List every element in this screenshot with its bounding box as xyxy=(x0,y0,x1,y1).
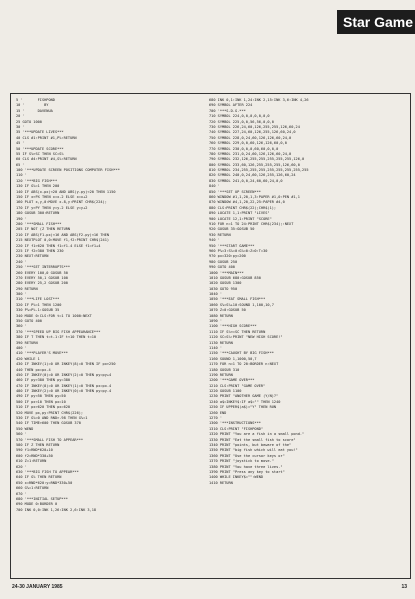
issue-date: 24-30 JANUARY 1985 xyxy=(12,584,63,590)
code-line: 1390 PRINT "Press any key to start" xyxy=(209,469,285,474)
code-line: 1210 CLS:PRINT "GAME OVER" xyxy=(209,383,266,388)
code-line: 55 IF S%>SC THEN SC=S% xyxy=(16,151,64,156)
code-line: 215 NEXTPLOT 0,0:MOVE f1,f2:PRINT CHR$(241) xyxy=(16,238,110,243)
code-line: 550 WEND xyxy=(16,426,34,431)
code-line: 1230 PRINT "ANOTHER GAME (Y/N)?" xyxy=(209,394,279,399)
code-line: 960 P%=3:S%=0:G%=0:Z=0:T=30 xyxy=(209,248,268,253)
code-line: 860 WINDOW #1,1,20,1,3:PAPER #1,0:PEN #1,1 xyxy=(209,195,300,200)
code-line: 830 SYMBOL 241,0,0,24,60,60,24,0,0 xyxy=(209,178,283,183)
code-line: 1040 ' xyxy=(209,292,222,297)
code-line: 50 '***UPDATE SCORE*** xyxy=(16,146,64,151)
code-line: 40 CLS #1:PRINT #1,P%:RETURN xyxy=(16,135,77,140)
code-line: 440 THEN px=px-4 xyxy=(16,367,51,372)
code-line: 640 IF G% THEN RETURN xyxy=(16,475,62,480)
code-line: 1070 Z=0:GOSUB 50 xyxy=(209,308,246,313)
code-line: 120 '***BIG FISH*** xyxy=(16,178,58,183)
code-line: 310 '***LIFE LOST*** xyxy=(16,297,60,302)
code-line: 400 ' xyxy=(16,345,27,350)
code-line: 710 SYMBOL 224,0,0,0,0,0,0,0 xyxy=(209,114,270,119)
code-line: 500 IF px<10 THEN px=10 xyxy=(16,399,66,404)
code-line: 200 '***SMALL FISH*** xyxy=(16,221,62,226)
code-line: 980 GOSUB 250 xyxy=(209,259,238,264)
section-title: Star Game xyxy=(343,14,414,30)
code-line: 1410 RETURN xyxy=(209,480,233,485)
code-line: 290 RETURN xyxy=(16,286,38,291)
code-line: 790 SYMBOL 232,126,255,255,255,255,255,126,0 xyxy=(209,157,305,162)
code-line: 620 ' xyxy=(16,464,27,469)
code-line: 510 IF px>620 THEN px=620 xyxy=(16,405,71,410)
code-line: 940 ' xyxy=(209,238,220,243)
code-line: 150 IF x>PX THEN x=x-2 ELSE x=x+2 xyxy=(16,195,88,200)
code-line: 800 SYMBOL 233,60,126,255,255,255,126,60,0 xyxy=(209,162,300,167)
code-line: 540 IF TIME>600 THEN GOSUB 370 xyxy=(16,421,81,426)
code-line: 1330 PRINT "Eat the small fish to score" xyxy=(209,437,296,442)
code-line: 45 ' xyxy=(16,141,25,146)
code-line: 650 x=RND*620:y=RND*330+50 xyxy=(16,480,73,485)
code-line: 930 RETURN xyxy=(209,232,231,237)
code-line: 590 f1=RND*620+10 xyxy=(16,448,53,453)
code-line: 1130 RETURN xyxy=(209,340,233,345)
listing-column-left xyxy=(16,98,206,576)
code-line: 190 ' xyxy=(16,216,27,221)
code-line: 100 '***UPDATE SCREEN POSITIONS COMPUTER FISH*** xyxy=(16,168,120,173)
code-line: 740 SYMBOL 227,24,60,126,255,126,60,24,0 xyxy=(209,130,296,135)
code-line: 360 ' xyxy=(16,324,27,329)
code-line: 1250 IF UPPER$(a$)="Y" THEN RUN xyxy=(209,405,277,410)
code-line: 910 FOR n=1 TO 24:PRINT CHR$(234);:NEXT xyxy=(209,221,294,226)
code-line: 390 RETURN xyxy=(16,340,38,345)
code-line: 10 ' BY xyxy=(16,103,49,108)
code-line: 280 EVERY 25,2 GOSUB 200 xyxy=(16,281,68,286)
code-line: 1030 GOTO 950 xyxy=(209,286,238,291)
code-line: 1000 '***MAIN*** xyxy=(209,270,244,275)
code-line: 890 LOCATE 1,1:PRINT "LIVES" xyxy=(209,211,270,216)
code-line: 1340 PRINT "points, but beware of the" xyxy=(209,443,292,447)
code-line: 760 SYMBOL 229,0,0,60,126,126,60,0,0 xyxy=(209,141,287,146)
code-line: 205 IF NOT (Z THEN RETURN xyxy=(16,227,71,232)
code-line: 900 LOCATE 12,1:PRINT "SCORE" xyxy=(209,216,272,221)
code-line: 1240 a$=INKEY$:IF a$="" THEN 1240 xyxy=(209,399,281,404)
code-line: 730 SYMBOL 226,24,60,126,255,255,126,60,24 xyxy=(209,124,300,129)
code-line: 950 '***START GAME*** xyxy=(209,243,255,248)
code-line: 780 SYMBOL 231,0,24,60,126,126,60,24,0 xyxy=(209,151,292,156)
code-line: 1400 WHILE INKEY$="":WEND xyxy=(209,475,264,480)
code-line: 1150 '***CAUGHT BY BIG FISH*** xyxy=(209,351,274,356)
code-line: 1260 END xyxy=(209,410,227,415)
code-line: 770 SYMBOL 230,0,0,0,60,60,0,0,0 xyxy=(209,146,279,151)
section-header xyxy=(337,10,415,34)
code-line: 850 '***SET UP SCREEN*** xyxy=(209,189,261,194)
code-line: 15 ' DAVENUA xyxy=(16,108,53,113)
code-line: 720 SYMBOL 225,0,0,56,56,0,0,0 xyxy=(209,119,274,124)
code-line: 340 MODE 0:CLS:FOR t=1 TO 1000:NEXT xyxy=(16,313,92,318)
code-line: 30 ' xyxy=(16,124,25,129)
code-line: 1180 GOSUB 310 xyxy=(209,367,240,372)
code-line: 130 IF G%=1 THEN 200 xyxy=(16,184,60,189)
code-line: 210 IF ABS(F1-px)<16 AND ABS(F2-py)<16 THEN xyxy=(16,232,110,237)
code-line: 520 MOVE px,py:PRINT CHR$(226); xyxy=(16,410,84,415)
code-line: 690 MODE 0:BORDER 0 xyxy=(16,502,58,507)
code-line: 480 IF INKEY(2)=0 OR INKEY(0)=0 THEN py=py-4 xyxy=(16,389,112,394)
code-line: 820 SYMBOL 240,0,24,60,126,255,126,60,24 xyxy=(209,173,296,178)
code-line: 160 PLOT x,y,0:MOVE x-8,y:PRINT CHR$(224); xyxy=(16,200,107,205)
code-line: 1010 GOSUB 680:GOSUB 850 xyxy=(209,275,261,280)
code-line: 1080 RETURN xyxy=(209,313,233,318)
code-line: 1110 IF S%<=SC THEN RETURN xyxy=(209,329,266,334)
code-line: 250 '***SET INTERRUPTS*** xyxy=(16,265,71,270)
code-line: 1200 '***GAME OVER*** xyxy=(209,378,255,383)
code-line: 65 ' xyxy=(16,162,25,167)
code-line: 810 SYMBOL 234,255,255,255,255,255,255,255,255 xyxy=(209,168,309,173)
code-line: 1170 FOR n=1 TO 20:BORDER n:NEXT xyxy=(209,362,279,367)
code-line: 180 GOSUB 300:RETURN xyxy=(16,211,60,216)
code-line: 580 IF Z THEN RETURN xyxy=(16,443,60,447)
code-line: 970 px=320:py=200 xyxy=(209,254,246,259)
code-line: 1360 PRINT "Use the cursor keys or" xyxy=(209,453,285,458)
code-line: 1120 SC=S%:PRINT "NEW HIGH SCORE!" xyxy=(209,335,283,340)
code-line: 1270 ' xyxy=(209,416,222,421)
code-line: 1050 '***EAT SMALL FISH*** xyxy=(209,297,266,302)
code-line: 110 ' xyxy=(16,173,27,178)
code-line: 225 IF f2>380 THEN 230 xyxy=(16,248,64,253)
code-line: 270 EVERY 50,1 GOSUB 100 xyxy=(16,275,68,280)
code-line: 410 '***PLAYER'S MOVE*** xyxy=(16,351,68,356)
code-line: 840 ' xyxy=(209,184,220,189)
code-line: 990 GOTO 400 xyxy=(209,265,235,270)
code-line: 320 IF P%=1 THEN 1200 xyxy=(16,302,62,307)
code-line: 670 ' xyxy=(16,491,27,496)
code-line: 1140 ' xyxy=(209,345,222,350)
code-line: 920 GOSUB 35:GOSUB 50 xyxy=(209,227,255,232)
code-line: 1350 PRINT "big fish which will eat you!" xyxy=(209,448,298,453)
code-line: 570 '***SMALL FISH TO APPEAR*** xyxy=(16,437,84,442)
code-line: 430 IF INKEY(1)=0 OR INKEY(8)=0 THEN IF px>250 xyxy=(16,362,116,367)
code-line: 1100 '***HIGH SCORE*** xyxy=(209,324,257,329)
code-line: 1020 GOSUB 1300 xyxy=(209,281,242,286)
code-line: 490 IF py<50 THEN py=50 xyxy=(16,394,66,399)
code-line: 1310 CLS:PRINT "FISHPOND" xyxy=(209,426,264,431)
code-line: 1090 ' xyxy=(209,319,222,324)
code-line: 530 IF G%=0 AND RND>.98 THEN G%=1 xyxy=(16,416,88,421)
code-line: 630 '***BIG FISH TO APPEAR*** xyxy=(16,469,79,474)
code-line: 5 ' FISHPOND xyxy=(16,98,55,102)
code-line: 680 INK 0,1:INK 1,24:INK 2,15:INK 3,6:INK 4,26 xyxy=(209,98,309,102)
code-line: 260 EVERY 100,0 GOSUB 50 xyxy=(16,270,68,275)
code-line: 230 NEXT:RETURN xyxy=(16,254,49,259)
code-line: 330 P%=P%-1:GOSUB 35 xyxy=(16,308,60,313)
code-line: 660 G%=1:RETURN xyxy=(16,486,49,491)
code-line: 560 ' xyxy=(16,432,27,437)
code-line: 380 IF T THEN t=t-1:IF t<10 THEN t=10 xyxy=(16,335,97,340)
code-line: 1300 '***INSTRUCTIONS*** xyxy=(209,421,261,426)
code-line: 300 ' xyxy=(16,292,27,297)
code-line: 370 '***SPEED UP BIG FISH APPEARANCE*** xyxy=(16,329,101,334)
code-line: 470 IF INKEY(8)=0 OR INKEY(1)=0 THEN px=px-4 xyxy=(16,383,112,388)
code-line: 220 IF f1>620 THEN f1=f1-4 ELSE f1=f1+4 xyxy=(16,243,101,248)
code-line: 1380 PRINT "You have three lives." xyxy=(209,464,283,469)
listing-column-right xyxy=(209,98,407,576)
code-line: 170 IF y>PY THEN y=y-2 ELSE y=y+2 xyxy=(16,205,88,210)
code-line: 750 SYMBOL 228,0,24,60,126,126,60,24,0 xyxy=(209,135,292,140)
code-line: 140 IF ABS(x-px)<20 AND ABS(y-py)<20 THEN 1150 xyxy=(16,189,116,194)
code-line: 700 '***S.D.G.*** xyxy=(209,108,246,113)
code-line: 1220 GOSUB 1100 xyxy=(209,389,242,394)
code-line: 870 WINDOW #4,1,20,22,25:PAPER #4,0 xyxy=(209,200,285,205)
code-line: 1060 S%=S%+10:SOUND 1,100,10,7 xyxy=(209,302,274,307)
page-number: 13 xyxy=(401,584,407,590)
code-line: 35 '***UPDATE LIVES*** xyxy=(16,130,64,135)
code-line: 880 CLS:PRINT CHR$(22);CHR$(1); xyxy=(209,205,277,210)
code-line: 1320 PRINT "You are a fish in a small pond." xyxy=(209,432,305,437)
code-line: 60 CLS #4:PRINT #4,S%:RETURN xyxy=(16,157,77,162)
code-line: 1190 RETURN xyxy=(209,372,233,377)
code-line: 460 IF py>380 THEN py=380 xyxy=(16,378,71,383)
code-line: 700 INK 0,0:INK 1,26:INK 2,6:INK 3,18 xyxy=(16,507,97,512)
code-line: 1370 PRINT "joystick to move." xyxy=(209,459,274,464)
code-line: 610 Z=1:RETURN xyxy=(16,459,47,464)
code-line: 450 IF INKEY(0)=0 OR INKEY(2)=0 THEN py=py+4 xyxy=(16,372,112,377)
code-line: 20 ' xyxy=(16,114,25,119)
code-line: 420 WHILE 1 xyxy=(16,356,40,361)
code-line: 600 f2=RND*330+50 xyxy=(16,453,53,458)
code-line: 25 GOTO 1000 xyxy=(16,119,42,124)
code-line: 1160 SOUND 1,1000,50,7 xyxy=(209,356,257,361)
code-line: 240 ' xyxy=(16,259,27,264)
code-line: 680 '***INITIAL SETUP*** xyxy=(16,496,68,501)
code-line: 690 SYMBOL AFTER 224 xyxy=(209,103,253,108)
code-line: 350 GOTO 400 xyxy=(16,319,42,324)
